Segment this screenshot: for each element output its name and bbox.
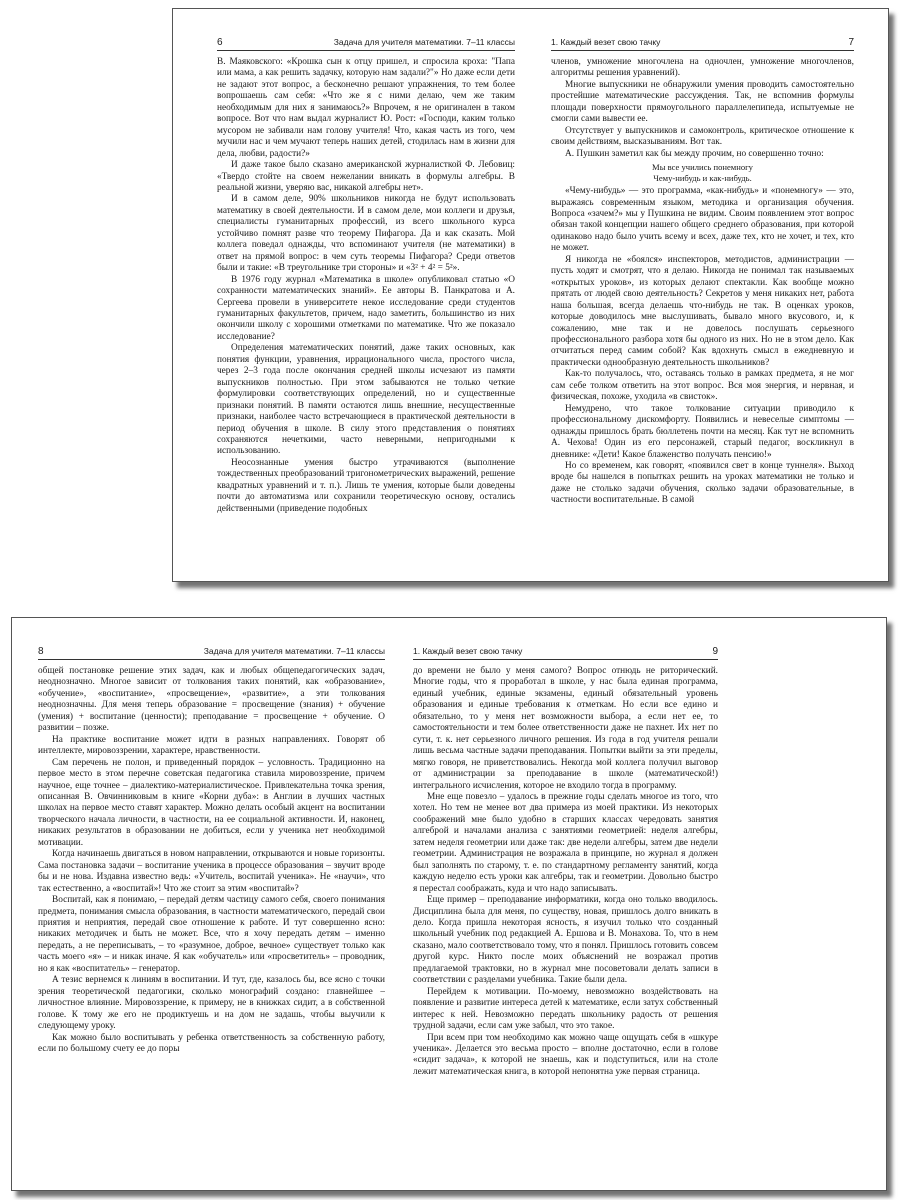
- poem-line: Чему-нибудь и как-нибудь.: [653, 172, 752, 183]
- paragraph: Я никогда не «боялся» инспекторов, методистов, администрации — пусть ходят и смотрят, что я делаю. Никогда не понимал так называемых «открытых уроков», из которых делают спектакли. Как вообще можно прятать от людей свою деятельность? Секретов у меня никаких нет, работа наша большая, всегда делаешь что-нибудь не так. В оценках уроков, которые доводилось мне выслушивать, бывало много вкусового, и, к сожалению, мне так и не довелось послушать серьезного профессионального разбора хотя бы одного из них. Но не в этом дело. Как отчитаться перед самим собой? Как вдохнуть смысл в ежедневную и практически однообразную деятельность школьников?: [551, 254, 854, 368]
- page-header: [217, 37, 515, 51]
- paragraph: На практике воспитание может идти в разных направлениях. Говорят об интеллекте, мировоззрении, характере, нравственности.: [38, 734, 385, 757]
- page-number: 9: [712, 646, 718, 657]
- paragraph: членов, умножение многочлена на одночлен, умножение многочленов, алгоритмы решения уравнений).: [551, 57, 854, 79]
- book-spread-pages-8-9: [11, 617, 887, 1191]
- page-7: [533, 9, 888, 581]
- book-spread-pages-6-7: [172, 8, 889, 582]
- chapter-title: 1. Каждый везет свою тачку: [551, 37, 661, 47]
- page-header: [38, 646, 385, 660]
- paragraph: «Чему-нибудь» — это программа, «как-нибудь» и «понемногу» — это, выражаясь современным языком, методика и организация обучения. Вопроса «зачем?» мы у Пушкина не видим. Своим появлением этот вопрос обязан такой концепции нашего общего среднего образования, при которой одинаково надо было учить всему и всех, даже тех, кто не хочет, и тех, кто не может.: [551, 186, 854, 254]
- paragraph: Многие выпускники не обнаружили умения проводить самостоятельно простейшие математические рассуждения. Так, не вспомнив формулы площади поверхности прямоугольного параллелепипеда, испытуемые не смогли сами вывести ее.: [551, 79, 854, 125]
- paragraph: Мне еще повезло – удалось в прежние годы сделать многое из того, что хотел. Но тем не менее вот два примера из моей практики. Из некоторых соображений мне было удобно в старших классах чередовать занятия алгеброй и началами анализа с занятиями геометрией: неделя алгебры, затем неделя геометрии или даже так: две недели алгебры, затем две недели геометрии. Администрация не возражала в принципе, но журнал я должен был заполнять по старому, т. е. по стандартному регламенту занятий, когда каждую неделю есть уроки как алгебры, так и геометрии. Довольно быстро я перестал соображать, куда и что надо записывать.: [413, 791, 718, 894]
- paragraph: до времени не было у меня самого? Вопрос отнюдь не риторический. Многие годы, что я проработал в школе, у нас была единая программа, единый учебник, единые экзамены, единый обязательный уровень образования и единые требования к отметкам. Но если все едино и обязательно, то у меня нет возможности выбора, а если нет ее, то самостоятельности и тем более ответственности даже не пахнет. Их нет по сути, т. к. нет серьезного личного решения. Из года в год учителя решали лишь весьма частные задачи преподавания. Попытки выйти за эти пределы, мягко говоря, не приветствовались. Некогда мой коллега получил выговор от администрации за преподавание в школе (математической!) интегрального исчисления, которое не входило тогда в программу.: [413, 666, 718, 791]
- paragraph: Еще пример – преподавание информатики, когда оно только вводилось. Дисциплина была для меня, по существу, новая, пришлось долго вникать в дело. Когда пришла некоторая ясность, я изучил только что созданный школьный учебник под редакцией А. Ершова и В. Монахова. То, что в нем сказано, мало соответствовало тому, что я понял. Пришлось готовить совсем другой курс. Никто после моих объяснений не возражал против предлагаемой трактовки, но в журнал мне посоветовали делать записи в соответствии с разделами учебника. Такие были дела.: [413, 895, 718, 986]
- paragraph: Сам перечень не полон, и приведенный порядок – условность. Традиционно на первое место в этом перечне советская педагогика ставила мировоззрение, причем научное, еще точнее – диалектико-материалистическое. Привлекательна точка зрения, описанная В. Овчинниковым в книге «Корни дуба»: в Англии в лучших частных школах на первое место ставят характер. Можно делать особый акцент на воспитании творческого начала личности, в частности, на ее социальной активности. И, наконец, никаких результатов в образовании не добиться, если у ученика нет необходимой мотивации.: [38, 757, 385, 848]
- page-number: 7: [848, 37, 854, 48]
- paragraph: общей постановке решение этих задач, как и любых общепедагогических задач, неоднозначно. Многое зависит от толкования таких понятий, как «образование», «обучение», «воспитание», «просвещение», «развитие», а эти толкования неоднозначны. Для меня теперь образование = просвещение (знания) + обучение (умения) + воспитание (ценности); преподавание = просвещение + обучение. О развитии – позже.: [38, 666, 385, 734]
- page-number: 6: [217, 37, 223, 48]
- page-9: [399, 618, 886, 1190]
- paragraph: Немудрено, что такое толкование ситуации приводило к профессиональному дискомфорту. Появились и невеселые симптомы — однажды пришлось брать бюллетень почти на месяц. Как тут не вспомнить А. Чехова! Один из его персонажей, старый педагог, воскликнул в дневнике: «Дети! Какое блаженство получать пенсию!»: [551, 403, 854, 460]
- page-text: [217, 57, 515, 563]
- paragraph: Перейдем к мотивации. По-моему, невозможно воздействовать на появление и развитие интереса детей к математике, если затух собственный интерес к ней. Невозможно передать школьнику радость от решения трудной задачи, если сам уже забыл, что это такое.: [413, 986, 718, 1032]
- running-title: Задача для учителя математики. 7–11 классы: [203, 646, 385, 656]
- paragraph: А. Пушкин заметил как бы между прочим, но совершенно точно:: [565, 148, 824, 159]
- paragraph: Как можно было воспитывать у ребенка ответственность за собственную работу, если по большому счету ее до поры: [38, 1032, 385, 1054]
- page-header: [413, 646, 718, 660]
- paragraph: Отсутствует у выпускников и самоконтроль, критическое отношение к своим действиям, высказываниям. Вот так.: [551, 125, 854, 148]
- paragraph: А тезис вернемся к линиям в воспитании. И тут, где, казалось бы, все ясно с точки зрения теоретической педагогики, сколько монографий создано: главнейшее – личностное влияние. Мировоззрение, к примеру, не в книжках сидит, а в собственной голове. К тому же его не продиктуешь и на дом не задашь, чтобы выучили к следующему уроку.: [38, 975, 385, 1032]
- page-text: [38, 666, 385, 1174]
- chapter-title: 1. Каждый везет свою тачку: [413, 646, 523, 656]
- page-text: [551, 57, 854, 563]
- page-header: [551, 37, 854, 51]
- paragraph: И даже такое было сказано американской журналисткой Ф. Лебовиц: «Твердо стойте на своем нежелании вникать в формулы алгебры. В реальной жизни, уверяю вас, никакой алгебры нет».: [217, 160, 515, 193]
- running-title: Задача для учителя математики. 7–11 классы: [333, 37, 515, 47]
- paragraph: Когда начинаешь двигаться в новом направлении, открываются и новые горизонты. Сама постановка задачи – воспитание ученика в процессе образования – звучит вроде бы и не нова. Издавна известно ведь: «Учитель, воспитай ученика». Не «научи», что так естественно, а «воспитай»! Что же стоит за этим «воспитай»?: [38, 849, 385, 894]
- paragraph: Воспитай, как я понимаю, – передай детям частицу самого себя, своего понимания предмета, понимания смысла образования, в частности математического, передай свои приятия и неприятия, передай свое отношение к работе. И тут совершенно ясно: никаких методичек и быть не может. Все, что я хочу передать детям – именно передать, а не переписывать, – то «разумное, доброе, вечное» существует только как часть моего «я» – и никак иначе. Я как «обучатель» или «просветитель» – проводник, но я как «воспитатель» – генератор.: [38, 895, 385, 974]
- paragraph: Определения математических понятий, даже таких основных, как понятия функции, уравнения, иррационального числа, простого числа, через 2–3 года после окончания средней школы исчезают из памяти выпускников полностью. При этом забываются не только четкие формулировки соответствующих определений, но и существенные признаки понятий. В памяти остаются лишь внешние, несущественные признаки, наиболее часто встречающиеся в практической деятельности в период обучения в школе. В силу этого представления о понятиях сохраняются нечеткими, часто неверными, непригодными к использованию.: [217, 343, 515, 457]
- paragraph: При всем при том необходимо как можно чаще ощущать себя в «шкуре ученика». Делается это весьма просто – вполне достаточно, если в голове «сидит задача», к которой не знаешь, как и подступиться, или на столе лежит математическая книга, в которой непонятна уже первая страница.: [413, 1032, 718, 1077]
- page-8: [12, 618, 399, 1190]
- paragraph: В. Маяковского: «Крошка сын к отцу пришел, и спросила кроха: "Папа или мама, а как решить задачку, которую нам задали?"» Но даже если дети не задают этот вопрос, а бесконечно решают упражнения, то тем более вопрошаешь сам себя: «Что же я с ними делаю, чем же таким необходимым для них я занимаюсь?» Впрочем, я не оригинален в таком вопросе. Вот что нам выдал журналист Ю. Рост: «Господи, каким только мусором не забивали нам голову учителя! Что, какая часть из того, чем мучили нас и чем мучают теперь наших детей, стодилась нам в жизни для дела, любви, радости?»: [217, 57, 515, 159]
- page-6: [173, 9, 533, 581]
- paragraph: Но со временем, как говорят, «появился свет в конце туннеля». Выход вроде бы нашелся в попытках решить на уроках математики не только и даже не столько задачи обучения, сколько задачи образовательные, в частности воспитательные. В самой: [551, 460, 854, 506]
- poem-quote: [551, 162, 854, 183]
- paragraph: Как-то получалось, что, оставаясь только в рамках предмета, я не мог сам себе толком ответить на этот вопрос. Вся моя энергия, и нервная, и физическая, похоже, уходила «в свисток».: [551, 369, 854, 403]
- paragraph: Неосознанные умения быстро утрачиваются (выполнение тождественных преобразований тригонометрических выражений, решение квадратных уравнений и т. п.). Лишь те умения, которые были доведены почти до автоматизма или сохранили теоретическую основу, остались действенными (приведение подобных: [217, 457, 515, 514]
- paragraph: И в самом деле, 90% школьников никогда не будут использовать математику в своей деятельности. И в самом деле, мои коллеги и друзья, специалисты гуманитарных профессий, из всего школьного курса устойчиво помнят разве что теорему Пифагора. Да и как сказать. Мой коллега поведал однажды, что вспоминают учителя (не математики) в ответ на прямой вопрос: в чем суть теоремы Пифагора? Среди ответов были и такие: «В треугольнике три стороны» и «3² + 4² = 5²».: [217, 194, 515, 274]
- page-text: [413, 666, 718, 1174]
- page-number: 8: [38, 646, 44, 657]
- poem-line: Мы все учились понемногу: [652, 162, 753, 173]
- paragraph: В 1976 году журнал «Математика в школе» опубликовал статью «О сохранности математических знаний». Ее авторы В. Панкратова и А. Сергеева провели в университете некое исследование среди студентов гуманитарных факультетов, причем, надо заметить, большинство из них окончили школу с хорошими отметками по математике. Что же показало исследование?: [217, 274, 515, 342]
